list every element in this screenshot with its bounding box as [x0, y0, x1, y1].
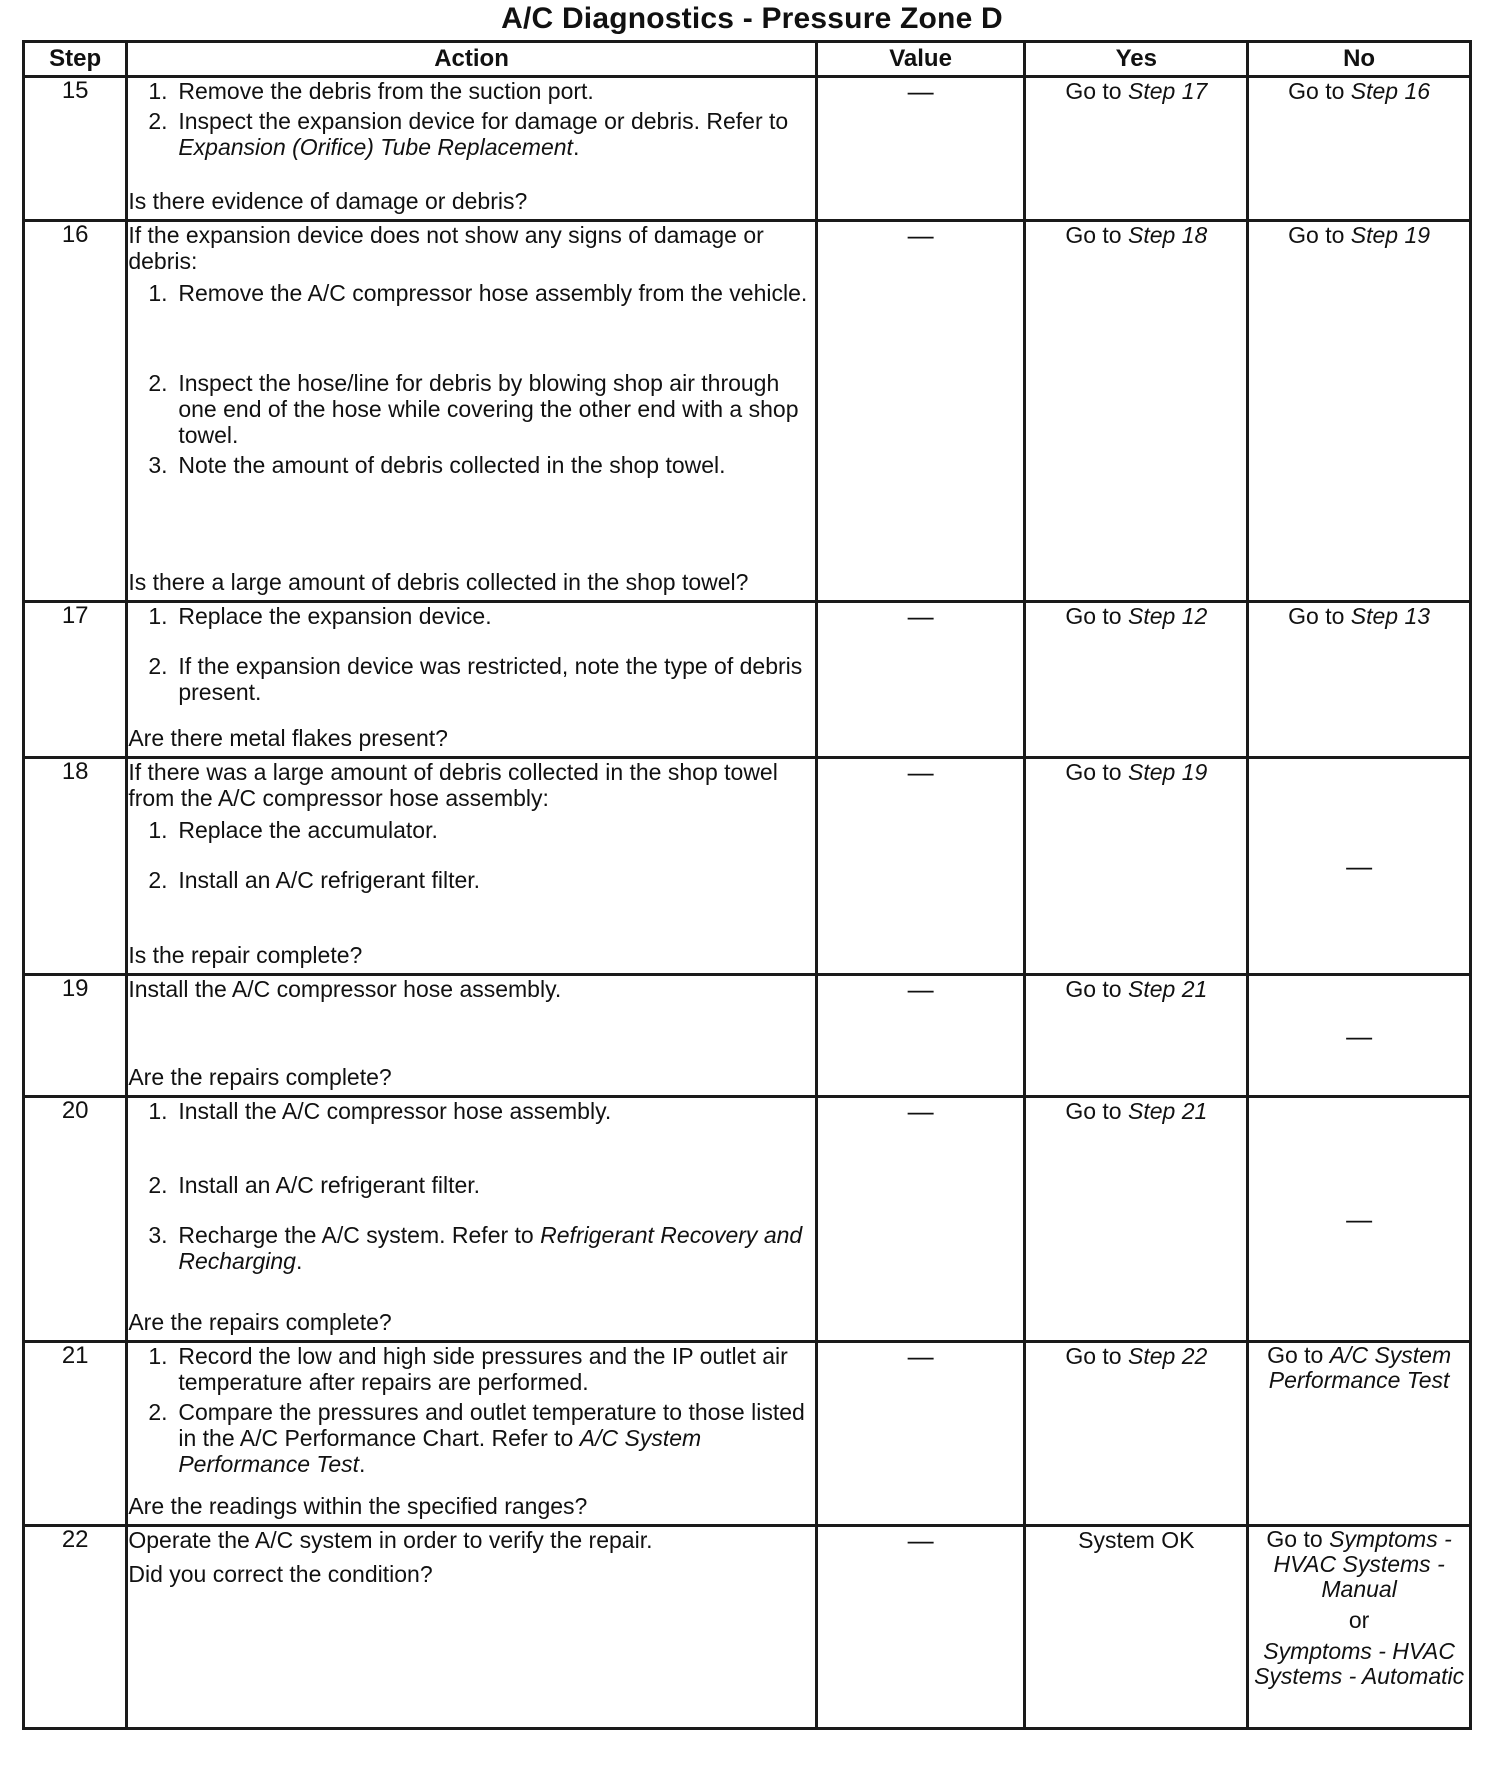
list-item: 2. Inspect the expansion device for damage or debris. Refer to Expansion (Orifice) Tube Replacement.	[148, 108, 789, 160]
reference-link[interactable]: Expansion (Orifice) Tube Replacement	[178, 134, 573, 160]
value-cell: —	[816, 77, 1025, 221]
step-number: 16	[24, 221, 127, 602]
table-row	[24, 1526, 1471, 1729]
header-row	[24, 42, 1471, 77]
question: Is there evidence of damage or debris?	[128, 188, 528, 214]
action-cell	[127, 602, 816, 758]
diagnostic-table	[22, 40, 1472, 1730]
step-number: 22	[24, 1526, 127, 1729]
list-item: 2. Install an A/C refrigerant filter.	[148, 1172, 481, 1198]
question: Are the repairs complete?	[128, 1064, 392, 1090]
question: Are the repairs complete?	[128, 1309, 392, 1335]
list-item: 2. Compare the pressures and outlet temperature to those listed in the A/C Performance Chart. Refer to A/C System Performance Test.	[148, 1399, 805, 1477]
reference-link[interactable]: Symptoms - HVAC Systems - Automatic	[1254, 1638, 1465, 1689]
table-row	[24, 1342, 1471, 1526]
yes-cell[interactable]: Go to Step 21	[1025, 1097, 1248, 1342]
table-row	[24, 1097, 1471, 1342]
list-item: 2. If the expansion device was restricted, note the type of debris present.	[148, 653, 803, 705]
reference-link[interactable]: A/C System Performance Test	[178, 1425, 702, 1477]
value-cell: —	[816, 1526, 1025, 1729]
no-cell: —	[1248, 1097, 1471, 1342]
action-cell	[127, 1097, 816, 1342]
list-item: 1. Replace the accumulator.	[148, 817, 438, 843]
list-item: 1. Remove the debris from the suction port.	[148, 78, 594, 104]
question: Are the readings within the specified ranges?	[128, 1493, 588, 1519]
action-cell	[127, 1342, 816, 1526]
action-intro: Install the A/C compressor hose assembly.	[128, 976, 562, 1002]
action-cell	[127, 221, 816, 602]
value-cell: —	[816, 602, 1025, 758]
question: Is the repair complete?	[128, 942, 363, 968]
step-number: 17	[24, 602, 127, 758]
page-title: A/C Diagnostics - Pressure Zone D	[501, 2, 1003, 35]
step-number: 19	[24, 975, 127, 1097]
table-row	[24, 758, 1471, 975]
action-cell	[127, 758, 816, 975]
table-row	[24, 975, 1471, 1097]
yes-cell[interactable]: Go to Step 17	[1025, 77, 1248, 221]
list-item: 1. Remove the A/C compressor hose assembly from the vehicle.	[148, 280, 808, 306]
no-cell: —	[1248, 975, 1471, 1097]
table-row	[24, 602, 1471, 758]
header-action: Action	[127, 42, 816, 77]
header-step: Step	[24, 42, 127, 77]
no-cell[interactable]: Go to A/C System Performance Test	[1248, 1342, 1471, 1526]
list-item: 3. Recharge the A/C system. Refer to Refrigerant Recovery and Recharging.	[148, 1222, 803, 1274]
question: Is there a large amount of debris collected in the shop towel?	[128, 569, 749, 595]
value-cell: —	[816, 221, 1025, 602]
step-number: 18	[24, 758, 127, 975]
no-cell[interactable]: Go to Step 19	[1248, 221, 1471, 602]
step-number: 20	[24, 1097, 127, 1342]
no-cell: —	[1248, 758, 1471, 975]
header-value: Value	[816, 42, 1025, 77]
list-item: 2. Inspect the hose/line for debris by blowing shop air through one end of the hose while covering the other end with a shop towel.	[148, 370, 799, 448]
action-intro: If the expansion device does not show any signs of damage or debris:	[128, 222, 764, 274]
yes-cell[interactable]: Go to Step 12	[1025, 602, 1248, 758]
action-cell	[127, 77, 816, 221]
action-cell	[127, 1526, 816, 1729]
table-row	[24, 221, 1471, 602]
yes-cell: System OK	[1025, 1526, 1248, 1729]
value-cell: —	[816, 1342, 1025, 1526]
question: Are there metal flakes present?	[128, 725, 448, 751]
question: Did you correct the condition?	[128, 1561, 433, 1587]
no-cell[interactable]: Go to Symptoms - HVAC Systems - Manual or Symptoms - HVAC Systems - Automatic	[1248, 1526, 1471, 1729]
no-cell[interactable]: Go to Step 16	[1248, 77, 1471, 221]
or-label: or	[1348, 1607, 1370, 1633]
step-number: 15	[24, 77, 127, 221]
list-item: 1. Record the low and high side pressures and the IP outlet air temperature after repairs are performed.	[148, 1343, 788, 1395]
action-cell	[127, 975, 816, 1097]
step-number: 21	[24, 1342, 127, 1526]
list-item: 2. Install an A/C refrigerant filter.	[148, 867, 481, 893]
reference-link[interactable]: Refrigerant Recovery and Recharging	[178, 1222, 803, 1274]
action-intro: Operate the A/C system in order to verify the repair.	[128, 1527, 653, 1553]
action-intro: If there was a large amount of debris collected in the shop towel from the A/C compressor hose assembly:	[128, 759, 778, 811]
reference-link[interactable]: Symptoms - HVAC Systems - Manual	[1273, 1526, 1452, 1602]
header-yes: Yes	[1025, 42, 1248, 77]
table-row	[24, 77, 1471, 221]
list-item: 3. Note the amount of debris collected in the shop towel.	[148, 452, 726, 478]
list-item: 1. Install the A/C compressor hose assembly.	[148, 1098, 612, 1124]
value-cell: —	[816, 1097, 1025, 1342]
value-cell: —	[816, 758, 1025, 975]
yes-cell[interactable]: Go to Step 21	[1025, 975, 1248, 1097]
list-item: 1. Replace the expansion device.	[148, 603, 492, 629]
no-cell[interactable]: Go to Step 13	[1248, 602, 1471, 758]
yes-cell[interactable]: Go to Step 22	[1025, 1342, 1248, 1526]
header-no: No	[1248, 42, 1471, 77]
yes-cell[interactable]: Go to Step 19	[1025, 758, 1248, 975]
value-cell: —	[816, 975, 1025, 1097]
yes-cell[interactable]: Go to Step 18	[1025, 221, 1248, 602]
